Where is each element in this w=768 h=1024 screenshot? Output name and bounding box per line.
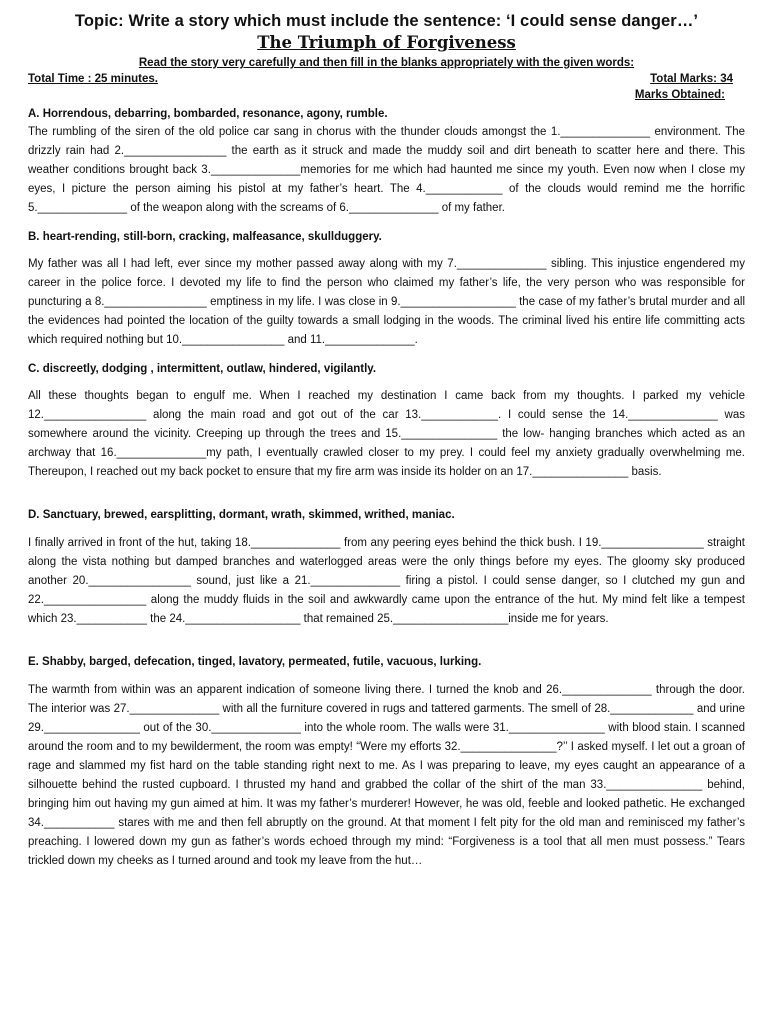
section-d-passage: I finally arrived in front of the hut, taking 18.______________ from any peering eyes behind the thick bush. I 19.________________ straight along the vista nothing but damped branches and waterlogged areas were the only things before my eyes. The gloomy sky produced another 20.________________ sound, just like a 21.______________ firing a pistol. I could sense danger, so I clutched my gun and 22.________________ along the muddy fluids in the soil and awkwardly came upon the entrance of the hut. My mind felt like a tempest which 23.___________ the 24.__________________ that remained 25.__________________inside me for years. (28, 537, 745, 625)
section-a-word-list: A. Horrendous, debarring, bombarded, resonance, agony, rumble. (28, 108, 388, 120)
section-b (28, 228, 745, 350)
marks-obtained: Marks Obtained: (634, 89, 725, 101)
section-b-word-list: B. heart-rending, still-born, cracking, malfeasance, skullduggery. (28, 231, 382, 243)
section-e (28, 653, 745, 871)
topic-heading: Topic: Write a story which must include the sentence: ‘I could sense danger…’ (74, 12, 699, 30)
meta-row (28, 71, 745, 88)
section-a-passage: The rumbling of the siren of the old police car sang in chorus with the thunder clouds amongst the 1.______________ environment. The drizzly rain had 2.________________ the earth as it struck and made the muddy soil and dirt beneath to scatter here and there. This weather conditions brought back 3.______________memories for me which had haunted me since my youth. Even now when I close my eyes, I picture the person aiming his pistol at my father’s heart. The 4.____________ of the clouds would remind me the horrific 5.______________ of the weapon along with the screams of 6.______________ of my father. (28, 126, 745, 214)
section-c-passage: All these thoughts began to engulf me. When I reached my destination I came back from my thoughts. I parked my vehicle 12.________________ along the main road and got out of the car 13.____________. I could sense the 14.______________ was somewhere around the vicinity. Creeping up through the trees and 15._______________ the low- hanging branches which acted as an archway that 16.______________my path, I eventually crawled closer to my prey. I could feel my anxiety gradually overwhelming me. Thereupon, I reached out my back pocket to ensure that my fire arm was inside its holder on an 17._______________ basis. (28, 390, 745, 478)
section-d-word-list: D. Sanctuary, brewed, earsplitting, dormant, wrath, skimmed, writhed, maniac. (28, 509, 455, 521)
total-marks: Total Marks: 34 (650, 73, 733, 85)
section-b-passage: My father was all I had left, ever since my mother passed away along with my 7.______________ sibling. This injustice engendered my career in the police force. I devoted my life to find the person who claimed my father’s life, the very person who was responsible for puncturing a 8.________________ emptiness in my life. I was close in 9.__________________ the case of my father’s brutal murder and all the evidences had pointed the location of the guilty towards a small lodging in the woods. The criminal lived his entire life committing acts which required nothing but 10.________________ and 11.______________. (28, 258, 745, 346)
section-e-word-list: E. Shabby, barged, defecation, tinged, lavatory, permeated, futile, vacuous, lurking. (28, 656, 482, 668)
section-c (28, 360, 745, 482)
section-d (28, 506, 745, 629)
section-e-passage: The warmth from within was an apparent indication of someone living there. I turned the knob and 26.______________ through the door. The interior was 27.______________ with all the furniture covered in rugs and tattered garments. The smell of 28._____________ and urine 29._______________ out of the 30.______________ into the whole room. The walls were 31._______________ with blood stain. I scanned around the room and to my bewilderment, the room was empty! “Were my efforts 32._______________?’’ I asked myself. I let out a groan of rage and slammed my fist hard on the table standing right next to me. As I was preparing to leave, my eyes caught an appearance of a silhouette behind the rusted cupboard. I thrusted my hand and grabbed the collar of the shirt of the man 33._______________ behind, bringing him out having my gun aimed at him. It was my father’s murderer! However, he was old, feeble and looked pathetic. He exchanged 34.___________ stares with me and then fell abruptly on the ground. At that moment I felt pity for the old man and reminisced my father’s preaching. I lowered down my gun as father’s words echoed through my mind: “Forgiveness is a tool that all men must possess.” Tears trickled down my cheeks as I turned around and took my leave from the hut… (28, 684, 745, 867)
instruction-text: Read the story very carefully and then fill in the blanks appropriately with the given words: (138, 57, 635, 69)
total-time: Total Time : 25 minutes. (28, 73, 158, 85)
marks-row (28, 87, 745, 104)
section-c-word-list: C. discreetly, dodging , intermittent, outlaw, hindered, vigilantly. (28, 363, 377, 375)
story-title: The Triumph of Forgiveness (257, 33, 516, 52)
section-a (28, 105, 745, 218)
worksheet-page (28, 10, 745, 871)
